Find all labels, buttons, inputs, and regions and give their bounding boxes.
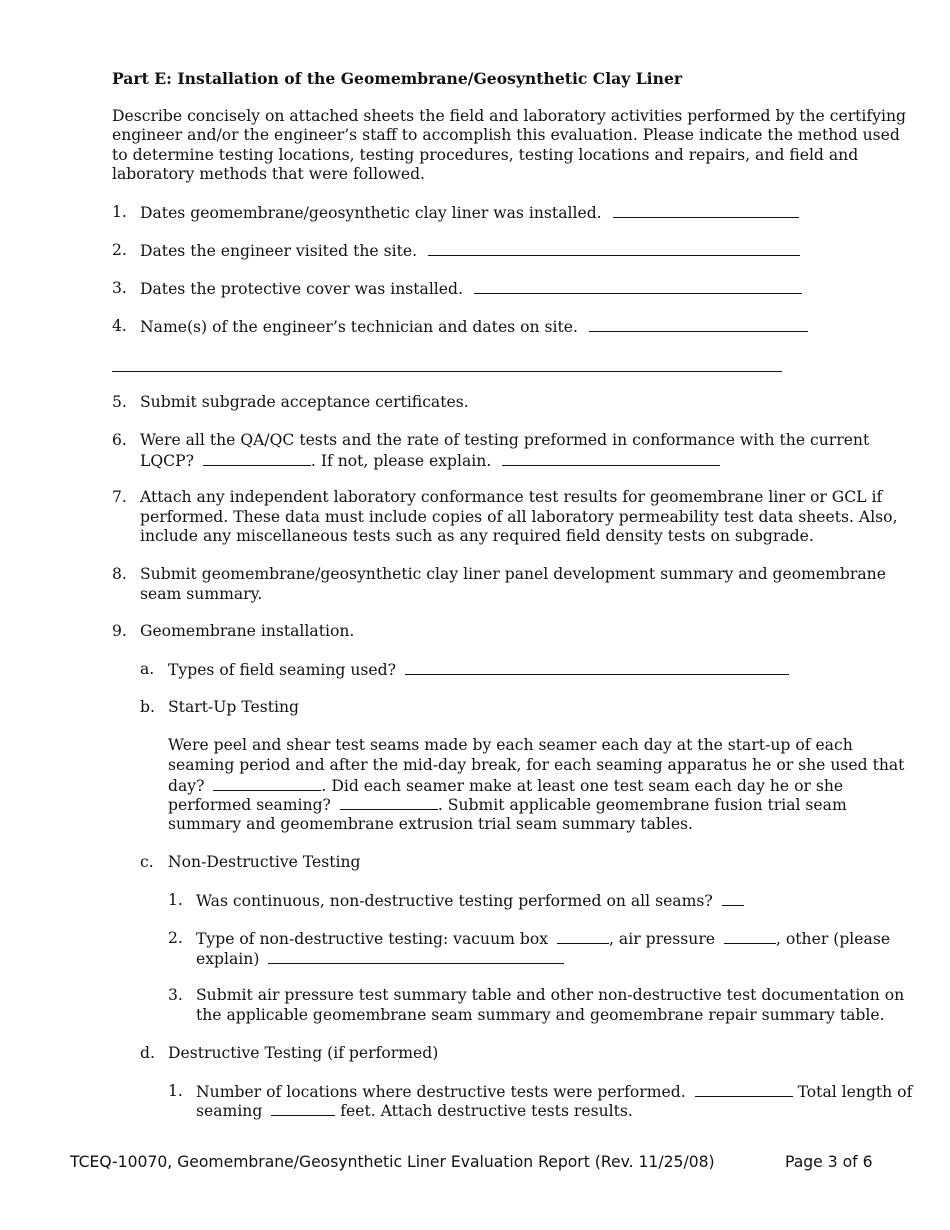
conformance-answer-field[interactable] — [203, 451, 311, 466]
sub-d1-locations-label: Number of locations where destructive tests were performed. — [196, 1083, 686, 1101]
item-7-line-3: include any miscellaneous tests such as any required field density tests on subgrade. — [140, 527, 814, 545]
sub-c3-line-2: the applicable geomembrane seam summary and geomembrane repair summary table. — [196, 1006, 885, 1024]
item-2 — [140, 241, 800, 262]
sub-c1 — [196, 891, 744, 912]
intro-line-4: laboratory methods that were followed. — [112, 165, 426, 183]
sub-c-letter: c. — [140, 853, 154, 871]
item-4 — [140, 317, 808, 338]
test-seams-answer-field[interactable] — [213, 776, 321, 791]
sub-b-submit-text: . Submit applicable geomembrane fusion trial seam — [437, 796, 847, 814]
item-1 — [140, 203, 799, 224]
sub-c2-line-1 — [196, 929, 890, 950]
sub-c2-number: 2. — [168, 929, 183, 947]
protective-cover-dates-field[interactable] — [474, 279, 802, 294]
item-9-number: 9. — [112, 622, 127, 640]
item-2-number: 2. — [112, 241, 127, 259]
destructive-locations-field[interactable] — [695, 1082, 793, 1097]
sub-b-day-label: day? — [168, 777, 205, 795]
sub-b-line-4 — [168, 795, 847, 816]
item-5-number: 5. — [112, 393, 127, 411]
sub-a-letter: a. — [140, 660, 155, 678]
sub-d1-line-1 — [196, 1082, 912, 1103]
sub-d-letter: d. — [140, 1044, 155, 1062]
item-2-text: Dates the engineer visited the site. — [140, 242, 418, 260]
sub-c1-number: 1. — [168, 891, 183, 909]
item-1-text: Dates geomembrane/geosynthetic clay liner was installed. — [140, 204, 602, 222]
sub-d1-seaming-label: seaming — [196, 1102, 263, 1120]
item-1-number: 1. — [112, 203, 127, 221]
intro-line-2: engineer and/or the engineer’s staff to accomplish this evaluation. Please indicate the method used — [112, 126, 900, 144]
sub-c2-vacuum-label: Type of non-destructive testing: vacuum box — [196, 930, 549, 948]
item-4-text: Name(s) of the engineer’s technician and dates on site. — [140, 318, 578, 336]
sub-d1-number: 1. — [168, 1082, 183, 1100]
installation-dates-field[interactable] — [613, 203, 799, 218]
sub-b-title: Start-Up Testing — [168, 698, 300, 716]
sub-c1-text: Was continuous, non-destructive testing performed on all seams? — [196, 892, 713, 910]
sub-c2-explain-label: explain) — [196, 950, 260, 968]
section-heading: Part E: Installation of the Geomembrane/Geosynthetic Clay Liner — [112, 69, 683, 88]
sub-c2-line-2 — [196, 949, 564, 970]
conformance-explanation-field[interactable] — [502, 451, 720, 466]
continuous-testing-answer-field[interactable] — [722, 891, 744, 906]
item-6-line-2 — [140, 451, 720, 472]
vacuum-box-field[interactable] — [557, 929, 609, 944]
sub-b-line-5: summary and geomembrane extrusion trial seam summary tables. — [168, 815, 694, 833]
sub-d1-length-label: Total length of — [797, 1083, 913, 1101]
air-pressure-field[interactable] — [724, 929, 776, 944]
sub-d1-feet-label: feet. Attach destructive tests results. — [340, 1102, 633, 1120]
sub-c3-number: 3. — [168, 986, 183, 1004]
item-6-explain-label: . If not, please explain. — [310, 452, 492, 470]
item-6-lqcp: LQCP? — [140, 452, 194, 470]
item-7-number: 7. — [112, 488, 127, 506]
sub-b-seamer-question: . Did each seamer make at least one test seam each day he or she — [321, 777, 844, 795]
item-8-number: 8. — [112, 565, 127, 583]
item-3-number: 3. — [112, 279, 127, 297]
sub-c3-line-1: Submit air pressure test summary table and other non-destructive test documentation on — [196, 986, 905, 1004]
sub-a — [168, 660, 789, 681]
sub-c2-air-label: , air pressure — [609, 930, 716, 948]
technician-continuation-field[interactable] — [112, 371, 782, 372]
intro-line-1: Describe concisely on attached sheets the field and laboratory activities performed by the certifying — [112, 107, 907, 125]
sub-c2-other-label: , other (please — [775, 930, 891, 948]
sub-b-line-2: seaming period and after the mid-day break, for each seaming apparatus he or she used that — [168, 756, 905, 774]
site-visit-dates-field[interactable] — [428, 241, 800, 256]
intro-line-3: to determine testing locations, testing procedures, testing locations and repairs, and field and — [112, 146, 859, 164]
item-8-line-1: Submit geomembrane/geosynthetic clay liner panel development summary and geomembrane — [140, 565, 886, 583]
item-7-line-2: performed. These data must include copies of all laboratory permeability test data sheets. Also, — [140, 508, 898, 526]
sub-b-line-3 — [168, 776, 843, 797]
seamer-test-answer-field[interactable] — [340, 795, 438, 810]
item-6-line-1: Were all the QA/QC tests and the rate of testing preformed in conformance with the current — [140, 431, 870, 449]
sub-a-text: Types of field seaming used? — [168, 661, 396, 679]
item-3-text: Dates the protective cover was installed. — [140, 280, 463, 298]
item-5-text: Submit subgrade acceptance certificates. — [140, 393, 469, 411]
sub-b-performed-label: performed seaming? — [168, 796, 331, 814]
sub-b-line-1: Were peel and shear test seams made by each seamer each day at the start-up of each — [168, 736, 853, 754]
item-4-number: 4. — [112, 317, 127, 335]
seaming-length-field[interactable] — [271, 1101, 335, 1116]
seaming-types-field[interactable] — [405, 660, 789, 675]
sub-d1-line-2 — [196, 1101, 633, 1122]
sub-d-title: Destructive Testing (if performed) — [168, 1044, 439, 1062]
item-8-line-2: seam summary. — [140, 585, 263, 603]
footer-page-number: Page 3 of 6 — [785, 1153, 873, 1171]
other-testing-explanation-field[interactable] — [268, 949, 564, 964]
footer-form-id: TCEQ-10070, Geomembrane/Geosynthetic Liner Evaluation Report (Rev. 11/25/08) — [70, 1153, 715, 1171]
technician-names-field[interactable] — [589, 317, 808, 332]
sub-c-title: Non-Destructive Testing — [168, 853, 361, 871]
item-7-line-1: Attach any independent laboratory conformance test results for geomembrane liner or GCL if — [140, 488, 883, 506]
item-6-number: 6. — [112, 431, 127, 449]
item-3 — [140, 279, 802, 300]
sub-b-letter: b. — [140, 698, 155, 716]
item-9-text: Geomembrane installation. — [140, 622, 355, 640]
